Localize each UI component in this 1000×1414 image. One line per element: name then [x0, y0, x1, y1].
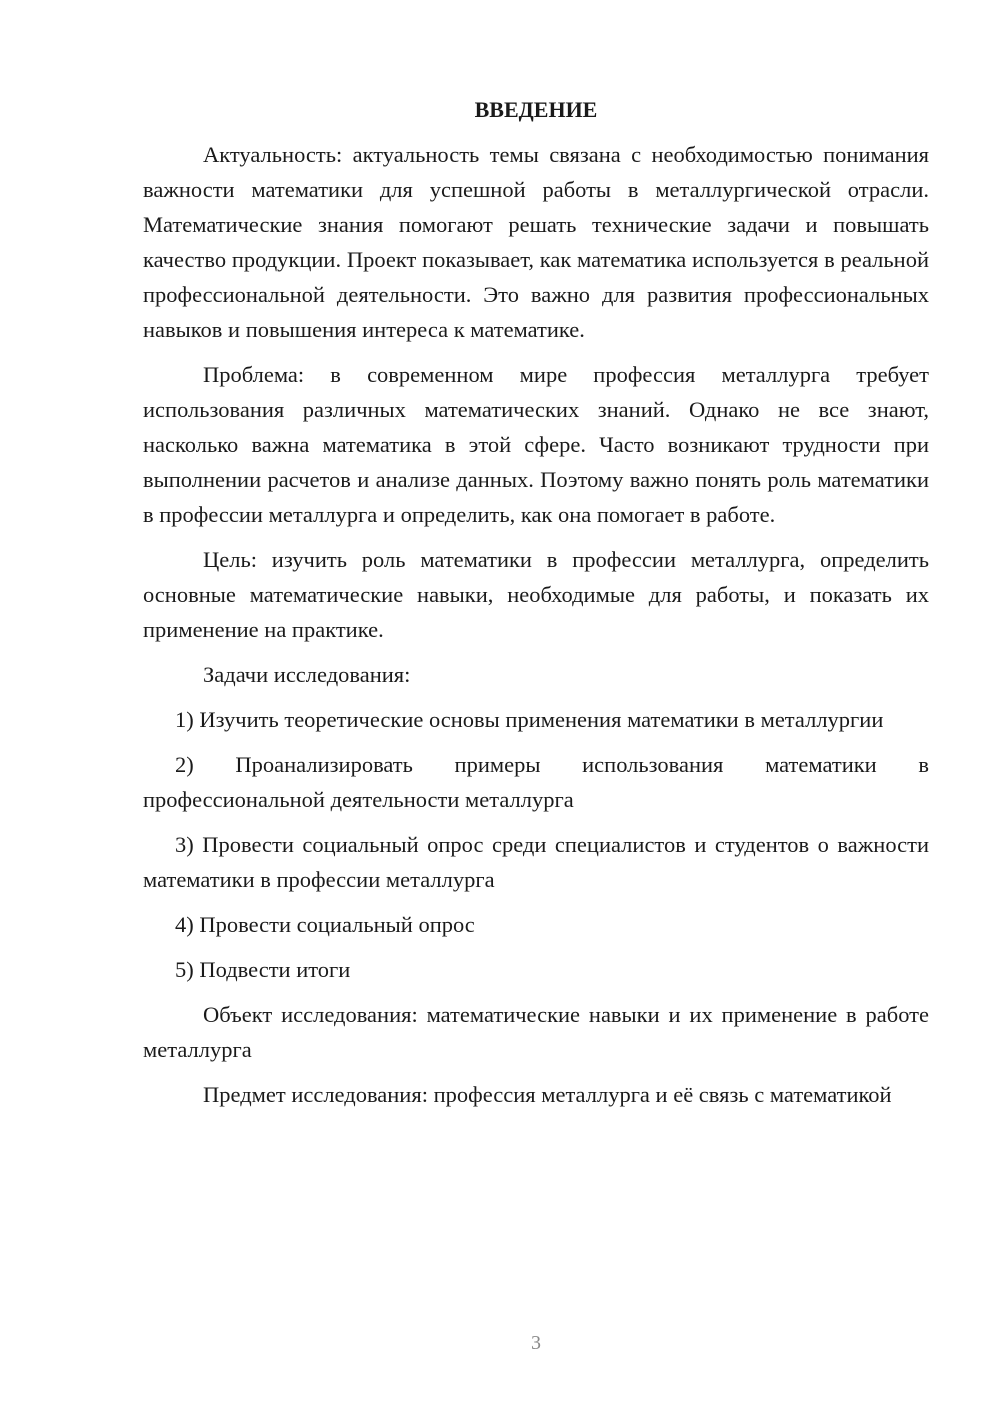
page-content [143, 92, 929, 1122]
task-item-4: 4) Провести социальный опрос [175, 912, 475, 937]
section-title: ВВЕДЕНИЕ [474, 97, 598, 122]
task-item-3: 3) Провести социальный опрос среди специалистов и студентов о важности математики в профессии металлурга [143, 832, 929, 892]
paragraph-relevance: Актуальность: актуальность темы связана с необходимостью понимания важности математики для успешной работы в металлургической отрасли. Математические знания помогают решать технические задачи и повышать качество продукции. Проект показывает, как математика используется в реальной профессиональной деятельности. Это важно для развития профессиональных навыков и повышения интереса к математике. [143, 142, 929, 342]
tasks-heading: Задачи исследования: [203, 662, 411, 687]
paragraph-problem: Проблема: в современном мире профессия металлурга требует использования различных математических знаний. Однако не все знают, насколько важна математика в этой сфере. Часто возникают трудности при выполнении расчетов и анализе данных. Поэтому важно понять роль математики в профессии металлурга и определить, как она помогает в работе. [143, 362, 929, 527]
paragraph-subject: Предмет исследования: профессия металлурга и её связь с математикой [203, 1082, 892, 1107]
paragraph-goal: Цель: изучить роль математики в профессии металлурга, определить основные математические навыки, необходимые для работы, и показать их применение на практике. [143, 547, 929, 642]
task-item-2: 2) Проанализировать примеры использования математики в профессиональной деятельности металлурга [143, 752, 929, 812]
task-item-5: 5) Подвести итоги [175, 957, 351, 982]
task-item-1: 1) Изучить теоретические основы применения математики в металлургии [175, 707, 884, 732]
page-number: 3 [531, 1332, 541, 1354]
paragraph-object: Объект исследования: математические навыки и их применение в работе металлурга [143, 1002, 929, 1062]
